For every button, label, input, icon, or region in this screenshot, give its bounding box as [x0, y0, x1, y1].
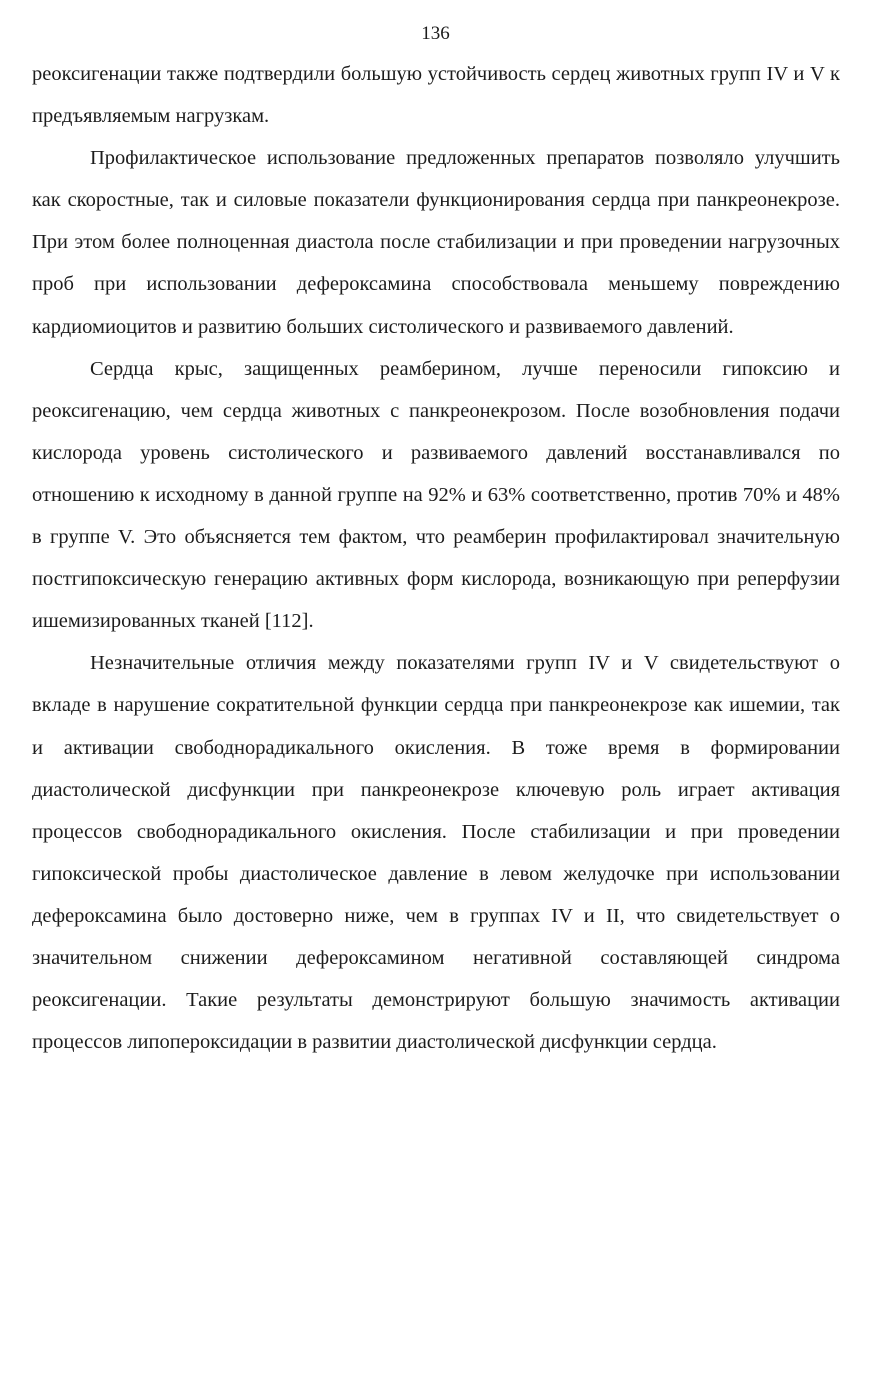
paragraph-prophylactic-use: Профилактическое использование предложенных препаратов позволяло улучшить как скоростные, так и силовые показатели функционирования сердца при панкреонекрозе. При этом более полноценная диастола после стабилизации и при проведении нагрузочных проб при использовании дефероксамина способствовала меньшему повреждению кардиомиоцитов и развитию больших систолического и развиваемого давлений. — [32, 147, 840, 338]
paragraph-differences: Незначительные отличия между показателями групп IV и V свидетельствуют о вкладе в нарушение сократительной функции сердца при панкреонекрозе как ишемии, так и активации свободнорадикального окисления. В тоже время в формировании диастолической дисфункции при панкреонекрозе ключевую роль играет активация процессов свободнорадикального окисления. После стабилизации и при проведении гипоксической пробы диастолическое давление в левом желудочке при использовании дефероксамина было достоверно ниже, чем в группах IV и II, что свидетельствует о значительном снижении дефероксамином негативной составляющей синдрома реоксигенации. Такие результаты демонстрируют большую значимость активации процессов липопероксидации в развитии диастолической дисфункции сердца. — [32, 652, 840, 1054]
paragraph-reamberin: Сердца крыс, защищенных реамберином, лучше переносили гипоксию и реоксигенацию, чем сердца животных с панкреонекрозом. После возобновления подачи кислорода уровень систолического и развиваемого давлений восстанавливался по отношению к исходному в данной группе на 92% и 63% соответственно, против 70% и 48% в группе V. Это объясняется тем фактом, что реамберин профилактировал значительную постгипоксическую генерацию активных форм кислорода, возникающую при реперфузии ишемизированных тканей [112]. — [32, 357, 840, 633]
page-number: 136 — [421, 23, 450, 44]
paragraph-continuation: реоксигенации также подтвердили большую устойчивость сердец животных групп IV и V к предъявляемым нагрузкам. — [32, 63, 840, 128]
text-body — [32, 53, 840, 1063]
